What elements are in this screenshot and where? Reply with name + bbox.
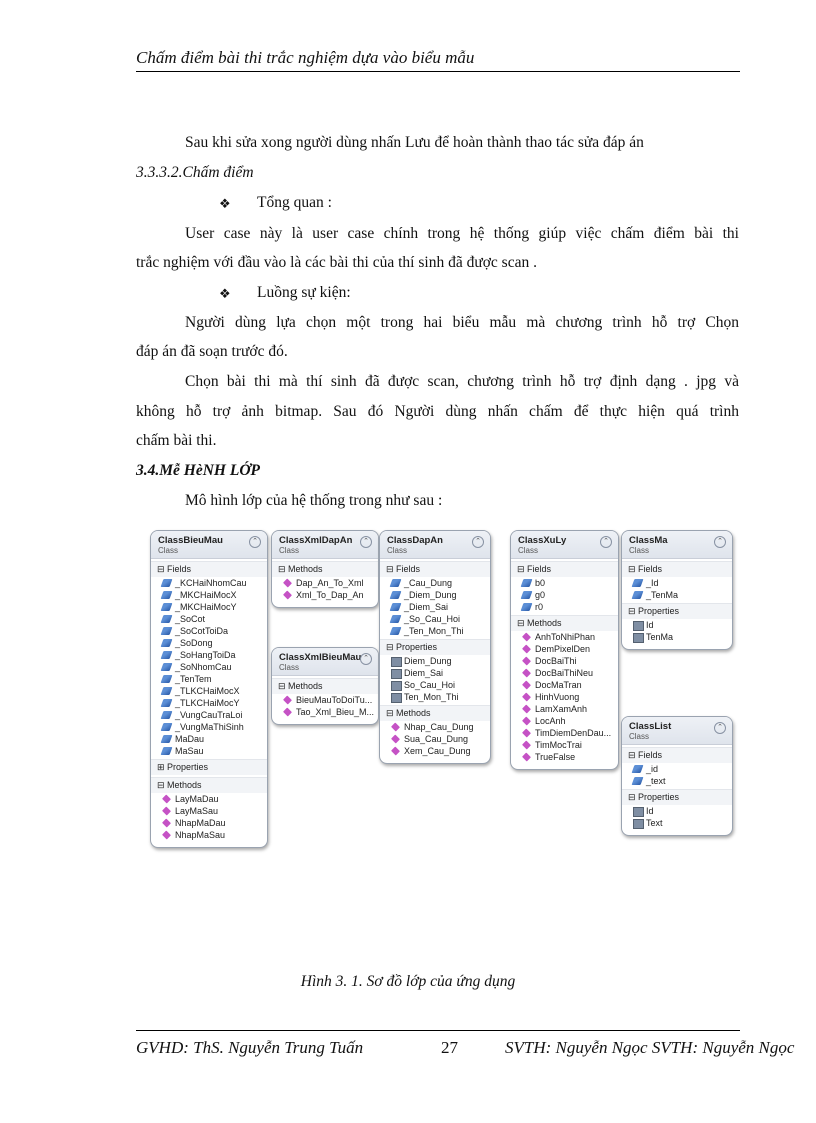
member-name: _Diem_Sai xyxy=(404,602,449,612)
collapse-icon: ⌃ xyxy=(600,536,612,548)
member-name: _SoDong xyxy=(175,638,213,648)
member-name: _id xyxy=(646,764,659,774)
member-name: _SoCotToiDa xyxy=(175,626,229,636)
member-item xyxy=(380,733,490,745)
member-name: _VungCauTraLoi xyxy=(175,710,243,720)
member-item xyxy=(151,685,267,697)
member-item xyxy=(151,637,267,649)
paragraph-scan-line3: chấm bài thi. xyxy=(136,432,217,449)
paragraph-class-model-intro: Mô hình lớp của hệ thống trong như sau : xyxy=(185,492,443,509)
member-name: _MKCHaiMocY xyxy=(175,602,237,612)
member-name: So_Cau_Hoi xyxy=(404,680,456,690)
member-name: _KCHaiNhomCau xyxy=(175,578,247,588)
member-name: _Diem_Dung xyxy=(404,590,457,600)
member-item xyxy=(622,619,732,631)
member-name: DocMaTran xyxy=(535,680,582,690)
field-icon xyxy=(390,591,402,599)
member-item xyxy=(622,631,732,643)
property-icon xyxy=(633,807,644,817)
property-icon xyxy=(633,633,644,643)
field-icon xyxy=(161,711,173,719)
class-box-padding xyxy=(272,718,378,724)
footer-student: SVTH: Nguyễn Ngọc SVTH: Nguyễn Ngọc xyxy=(505,1038,795,1057)
section-methods: ⊟ Methods xyxy=(380,705,490,721)
member-name: _Id xyxy=(646,578,659,588)
member-item xyxy=(622,805,732,817)
footer-advisor: GVHD: ThS. Nguyễn Trung Tuấn xyxy=(136,1038,364,1057)
member-item xyxy=(151,661,267,673)
member-name: TimMocTrai xyxy=(535,740,582,750)
paragraph-usecase-line1: User case này là user case chính trong hệ thống giúp việc chấm điểm bài thi xyxy=(185,225,739,242)
member-item xyxy=(151,745,267,757)
paragraph-save-note: Sau khi sửa xong người dùng nhấn Lưu để hoàn thành thao tác sửa đáp án xyxy=(185,134,644,151)
collapse-icon: ⌃ xyxy=(360,653,372,665)
member-name: Nhap_Cau_Dung xyxy=(404,722,474,732)
member-name: DocBaiThiNeu xyxy=(535,668,594,678)
member-name: Tao_Xml_Bieu_M... xyxy=(296,707,375,717)
member-item xyxy=(272,694,378,706)
bullet-icon: ❖ xyxy=(219,286,231,301)
member-name: _VungMaThiSinh xyxy=(175,722,244,732)
member-name: _SoCot xyxy=(175,614,206,624)
member-name: TenMa xyxy=(646,632,674,642)
member-name: LayMaDau xyxy=(175,794,219,804)
member-item xyxy=(511,727,618,739)
method-icon xyxy=(162,794,171,803)
field-icon xyxy=(521,591,533,599)
collapse-icon: ⌃ xyxy=(714,536,726,548)
member-item xyxy=(380,655,490,667)
member-item xyxy=(511,751,618,763)
class-header xyxy=(272,648,378,676)
member-item xyxy=(380,601,490,613)
member-item xyxy=(151,721,267,733)
class-box-padding xyxy=(380,757,490,763)
member-name: LamXamAnh xyxy=(535,704,588,714)
field-icon xyxy=(632,765,644,773)
header-rule xyxy=(136,71,740,72)
member-item xyxy=(151,589,267,601)
method-icon xyxy=(283,695,292,704)
field-icon xyxy=(521,579,533,587)
member-name: Id xyxy=(646,620,654,630)
member-name: _text xyxy=(646,776,666,786)
member-item xyxy=(511,691,618,703)
member-name: _Cau_Dung xyxy=(404,578,453,588)
class-kind: Class xyxy=(629,732,650,741)
field-icon xyxy=(161,591,173,599)
method-icon xyxy=(391,746,400,755)
class-box-padding xyxy=(151,841,267,847)
class-header xyxy=(511,531,618,559)
member-name: HinhVuong xyxy=(535,692,580,702)
member-item xyxy=(380,745,490,757)
member-item xyxy=(511,715,618,727)
footer-rule xyxy=(136,1030,740,1031)
field-icon xyxy=(161,747,173,755)
member-item xyxy=(511,703,618,715)
section-fields: ⊟ Fields xyxy=(622,561,732,577)
class-name: ClassDapAn xyxy=(387,535,443,546)
collapse-icon: ⌃ xyxy=(714,722,726,734)
class-name: ClassList xyxy=(629,721,672,732)
section-methods: ⊟ Methods xyxy=(272,678,378,694)
member-item xyxy=(622,577,732,589)
member-name: TrueFalse xyxy=(535,752,576,762)
method-icon xyxy=(522,668,531,677)
section-methods: ⊟ Methods xyxy=(272,561,378,577)
member-name: DocBaiThi xyxy=(535,656,577,666)
member-name: _TenTem xyxy=(175,674,212,684)
paragraph-scan-line1: Chọn bài thi mà thí sinh đã được scan, chương trình hỗ trợ định dạng . jpg và xyxy=(185,373,739,390)
field-icon xyxy=(521,603,533,611)
class-box-classbieumau xyxy=(150,530,268,848)
member-name: LayMaSau xyxy=(175,806,219,816)
field-icon xyxy=(390,615,402,623)
method-icon xyxy=(391,722,400,731)
field-icon xyxy=(161,639,173,647)
member-item xyxy=(151,805,267,817)
member-name: DemPixelDen xyxy=(535,644,591,654)
class-header xyxy=(272,531,378,559)
section-properties: ⊟ Properties xyxy=(622,603,732,619)
member-name: MaSau xyxy=(175,746,204,756)
method-icon xyxy=(522,656,531,665)
method-icon xyxy=(522,716,531,725)
member-item xyxy=(151,793,267,805)
member-item xyxy=(151,697,267,709)
member-name: Xem_Cau_Dung xyxy=(404,746,471,756)
member-name: MaDau xyxy=(175,734,205,744)
section-heading-grading: 3.3.3.2.Chấm điểm xyxy=(136,164,254,181)
member-name: _MKCHaiMocX xyxy=(175,590,237,600)
figure-caption: Hình 3. 1. Sơ đồ lớp của ứng dụng xyxy=(300,973,516,990)
property-icon xyxy=(391,669,402,679)
method-icon xyxy=(522,740,531,749)
field-icon xyxy=(161,675,173,683)
field-icon xyxy=(161,627,173,635)
member-item xyxy=(272,706,378,718)
method-icon xyxy=(283,590,292,599)
member-name: g0 xyxy=(535,590,546,600)
property-icon xyxy=(391,693,402,703)
collapse-icon: ⌃ xyxy=(249,536,261,548)
member-item xyxy=(151,673,267,685)
method-icon xyxy=(522,692,531,701)
field-icon xyxy=(390,579,402,587)
method-icon xyxy=(522,680,531,689)
member-name: NhapMaSau xyxy=(175,830,226,840)
class-box-classxuly xyxy=(510,530,619,770)
member-item xyxy=(151,709,267,721)
property-icon xyxy=(633,621,644,631)
member-name: Text xyxy=(646,818,663,828)
member-name: Xml_To_Dap_An xyxy=(296,590,364,600)
member-item xyxy=(380,577,490,589)
class-header xyxy=(622,717,732,745)
bullet-overview: Tổng quan : xyxy=(257,194,332,211)
class-box-padding xyxy=(622,643,732,649)
member-item xyxy=(622,589,732,601)
member-item xyxy=(511,667,618,679)
class-kind: Class xyxy=(158,546,179,555)
class-box-padding xyxy=(272,601,378,607)
member-name: _TLKCHaiMocY xyxy=(175,698,240,708)
class-name: ClassMa xyxy=(629,535,668,546)
member-name: _TenMa xyxy=(646,590,679,600)
class-header xyxy=(380,531,490,559)
field-icon xyxy=(161,687,173,695)
member-name: _SoHangToiDa xyxy=(175,650,236,660)
member-name: _TLKCHaiMocX xyxy=(175,686,240,696)
member-name: Sua_Cau_Dung xyxy=(404,734,469,744)
field-icon xyxy=(390,603,402,611)
member-name: BieuMauToDoiTu... xyxy=(296,695,373,705)
member-item xyxy=(511,739,618,751)
member-item xyxy=(622,763,732,775)
method-icon xyxy=(162,830,171,839)
property-icon xyxy=(633,819,644,829)
member-item xyxy=(622,817,732,829)
member-item xyxy=(511,577,618,589)
method-icon xyxy=(522,752,531,761)
member-item xyxy=(511,631,618,643)
member-name: Diem_Dung xyxy=(404,656,452,666)
member-name: _So_Cau_Hoi xyxy=(404,614,461,624)
class-kind: Class xyxy=(629,546,650,555)
member-name: Dap_An_To_Xml xyxy=(296,578,364,588)
running-header: Chấm điểm bài thi trắc nghiệm dựa vào biểu mẫu xyxy=(136,48,475,67)
member-item xyxy=(380,667,490,679)
section-fields: ⊟ Fields xyxy=(151,561,267,577)
member-item xyxy=(151,649,267,661)
member-item xyxy=(511,601,618,613)
method-icon xyxy=(391,734,400,743)
member-item xyxy=(151,601,267,613)
member-item xyxy=(380,679,490,691)
method-icon xyxy=(522,728,531,737)
bullet-event-flow: Luồng sự kiện: xyxy=(257,284,351,301)
class-name: ClassXmlDapAn xyxy=(279,535,353,546)
field-icon xyxy=(161,699,173,707)
member-item xyxy=(272,577,378,589)
field-icon xyxy=(161,579,173,587)
class-kind: Class xyxy=(518,546,539,555)
field-icon xyxy=(161,735,173,743)
class-name: ClassBieuMau xyxy=(158,535,223,546)
section-fields: ⊟ Fields xyxy=(380,561,490,577)
field-icon xyxy=(161,615,173,623)
member-item xyxy=(151,625,267,637)
class-box-padding xyxy=(511,763,618,769)
class-box-classma xyxy=(621,530,733,650)
field-icon xyxy=(632,777,644,785)
method-icon xyxy=(522,704,531,713)
section-methods: ⊟ Methods xyxy=(511,615,618,631)
section-properties: ⊟ Properties xyxy=(622,789,732,805)
field-icon xyxy=(161,723,173,731)
member-item xyxy=(380,625,490,637)
member-item xyxy=(380,721,490,733)
member-item xyxy=(622,775,732,787)
section-properties: ⊞ Properties xyxy=(151,759,267,775)
class-box-classlist xyxy=(621,716,733,836)
class-box-padding xyxy=(622,829,732,835)
field-icon xyxy=(161,663,173,671)
method-icon xyxy=(162,818,171,827)
member-item xyxy=(151,577,267,589)
member-item xyxy=(151,613,267,625)
member-item xyxy=(151,829,267,841)
collapse-icon: ⌃ xyxy=(360,536,372,548)
class-kind: Class xyxy=(279,546,300,555)
property-icon xyxy=(391,657,402,667)
class-diagram xyxy=(150,520,740,945)
field-icon xyxy=(632,591,644,599)
page-number: 27 xyxy=(441,1038,458,1057)
member-item xyxy=(511,589,618,601)
method-icon xyxy=(283,578,292,587)
member-item xyxy=(151,733,267,745)
class-header xyxy=(151,531,267,559)
collapse-icon: ⌃ xyxy=(472,536,484,548)
member-name: Diem_Sai xyxy=(404,668,444,678)
field-icon xyxy=(390,627,402,635)
method-icon xyxy=(522,632,531,641)
paragraph-scan-line2: không hỗ trợ ảnh bitmap. Sau đó Người dùng nhấn chấm để thực hiện quá trình xyxy=(136,403,739,420)
member-item xyxy=(511,655,618,667)
property-icon xyxy=(391,681,402,691)
member-name: _SoNhomCau xyxy=(175,662,232,672)
member-name: AnhToNhiPhan xyxy=(535,632,596,642)
class-name: ClassXuLy xyxy=(518,535,567,546)
section-fields: ⊟ Fields xyxy=(622,747,732,763)
section-heading-class-model: 3.4.Mễ HèNH LỚP xyxy=(136,462,260,479)
class-kind: Class xyxy=(387,546,408,555)
member-name: TimDiemDenDau... xyxy=(535,728,612,738)
member-name: b0 xyxy=(535,578,546,588)
member-item xyxy=(272,589,378,601)
member-item xyxy=(380,589,490,601)
class-name: ClassXmlBieuMau xyxy=(279,652,362,663)
method-icon xyxy=(283,707,292,716)
section-methods: ⊟ Methods xyxy=(151,777,267,793)
member-name: _Ten_Mon_Thi xyxy=(404,626,464,636)
class-box-classdapan xyxy=(379,530,491,764)
member-item xyxy=(380,691,490,703)
section-fields: ⊟ Fields xyxy=(511,561,618,577)
member-item xyxy=(380,613,490,625)
class-kind: Class xyxy=(279,663,300,672)
class-box-classxmldapan xyxy=(271,530,379,608)
field-icon xyxy=(161,603,173,611)
method-icon xyxy=(162,806,171,815)
bullet-icon: ❖ xyxy=(219,196,231,211)
member-item xyxy=(151,817,267,829)
paragraph-usecase-line2: trắc nghiệm với đầu vào là các bài thi của thí sinh đã được scan . xyxy=(136,254,537,271)
paragraph-select-line1: Người dùng lựa chọn một trong hai biểu mẫu mà chương trình hỗ trợ Chọn xyxy=(185,314,739,331)
class-box-classxmlbieumau xyxy=(271,647,379,725)
member-name: Id xyxy=(646,806,654,816)
method-icon xyxy=(522,644,531,653)
member-name: NhapMaDau xyxy=(175,818,226,828)
section-properties: ⊟ Properties xyxy=(380,639,490,655)
member-name: Ten_Mon_Thi xyxy=(404,692,459,702)
field-icon xyxy=(632,579,644,587)
member-item xyxy=(511,643,618,655)
member-item xyxy=(511,679,618,691)
paragraph-select-line2: đáp án đã soạn trước đó. xyxy=(136,343,288,360)
member-name: LocAnh xyxy=(535,716,566,726)
field-icon xyxy=(161,651,173,659)
class-header xyxy=(622,531,732,559)
member-name: r0 xyxy=(535,602,544,612)
